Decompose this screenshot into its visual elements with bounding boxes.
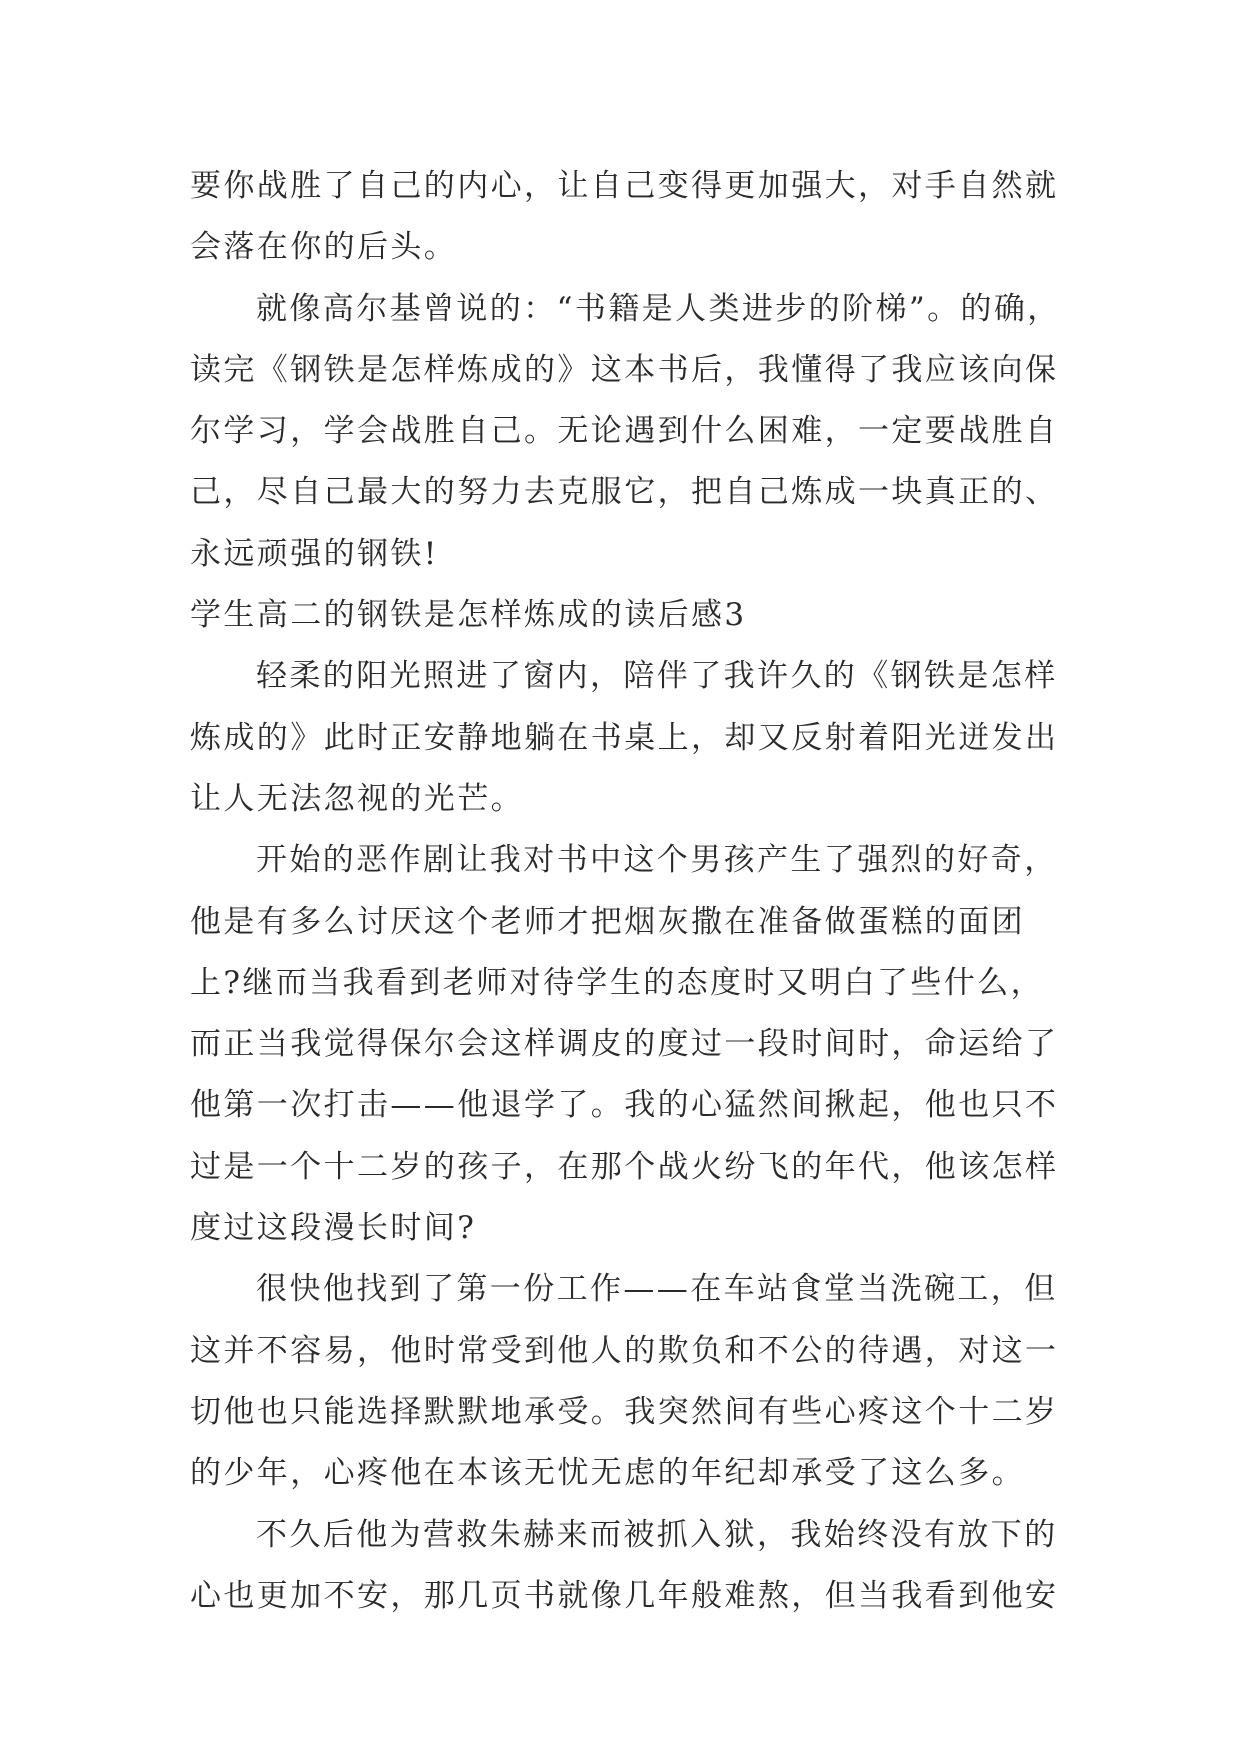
text-line: 心也更加不安，那几页书就像几年般难熬，但当我看到他安 <box>190 1577 1059 1614</box>
text-line: 的少年，心疼他在本该无忧无虑的年纪却承受了这么多。 <box>190 1455 1025 1492</box>
text-line: 他第一次打击——他退学了。我的心猛然间揪起，他也只不 <box>190 1087 1059 1124</box>
text-line: 不久后他为营救朱赫来而被抓入狱，我始终没有放下的 <box>256 1516 1058 1553</box>
text-line: 过是一个十二岁的孩子，在那个战火纷飞的年代，他该怎样 <box>190 1148 1059 1185</box>
text-line: 要你战胜了自己的内心，让自己变得更加强大，对手自然就 <box>190 168 1059 204</box>
text-line: 尔学习，学会战胜自己。无论遇到什么困难，一定要战胜自 <box>190 413 1059 450</box>
text-line: 就像高尔基曾说的：“书籍是人类进步的阶梯”。的确， <box>256 290 1061 327</box>
text-line: 很快他找到了第一份工作——在车站食堂当洗碗工，但 <box>256 1271 1058 1308</box>
text-line: 上?继而当我看到老师对待学生的态度时又明白了些什么， <box>190 964 1045 1001</box>
text-line: 己，尽自己最大的努力去克服它，把自己炼成一块真正的、 <box>190 474 1059 511</box>
text-line: 而正当我觉得保尔会这样调皮的度过一段时间时，命运给了 <box>190 1026 1059 1063</box>
text-line: 切他也只能选择默默地承受。我突然间有些心疼这个十二岁 <box>190 1393 1059 1430</box>
text-line: 轻柔的阳光照进了窗内，陪伴了我许久的《钢铁是怎样 <box>256 658 1058 695</box>
text-line: 开始的恶作剧让我对书中这个男孩产生了强烈的好奇， <box>256 842 1058 879</box>
text-line: 读完《钢铁是怎样炼成的》这本书后，我懂得了我应该向保 <box>190 351 1059 388</box>
text-line: 永远顽强的钢铁! <box>190 535 439 572</box>
text-line: 他是有多么讨厌这个老师才把烟灰撒在准备做蛋糕的面团 <box>190 903 1025 940</box>
text-line: 让人无法忽视的光芒。 <box>190 780 524 817</box>
text-line: 度过这段漫长时间? <box>190 1210 477 1247</box>
document-body <box>190 156 1061 1627</box>
text-line: 会落在你的后头。 <box>190 229 458 266</box>
text-line: 这并不容易，他时常受到他人的欺负和不公的待遇，对这一 <box>190 1332 1059 1369</box>
text-line: 炼成的》此时正安静地躺在书桌上，却又反射着阳光迸发出 <box>190 719 1059 756</box>
text-line: 学生高二的钢铁是怎样炼成的读后感3 <box>190 597 747 634</box>
